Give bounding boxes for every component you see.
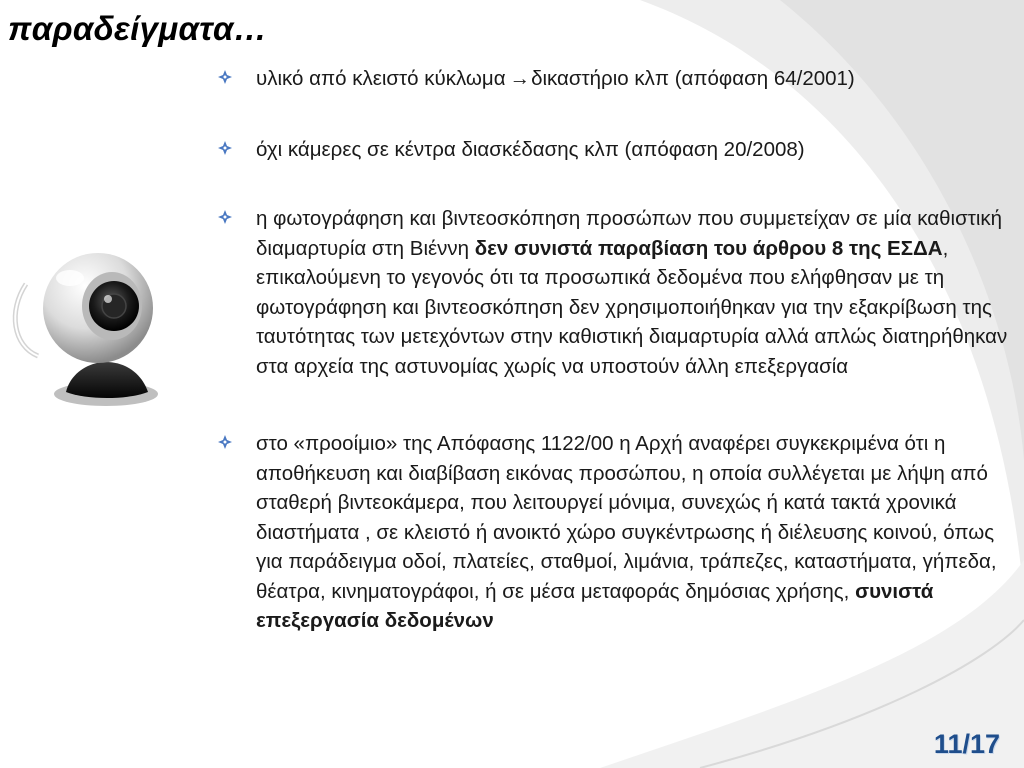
bullet-text-bold: συνιστά επεξεργασία δεδομένων bbox=[256, 579, 934, 632]
bullet-text: , επικαλούμενη το γεγονός ότι τα προσωπικά δεδομένα που ελήφθησαν με τη φωτογράφηση και βιντεοσκόπηση δεν χρησιμοποιήθηκαν για την εξακρίβωση της ταυτότητας των μετεχόντων στην καθιστική διαμαρτυρία αλλά απλώς διατηρήθηκαν στα αρχεία της αστυνομίας χωρίς να υποστούν άλλη επεξεργασία bbox=[256, 236, 1008, 378]
list-item bbox=[218, 204, 1014, 381]
list-item bbox=[218, 135, 1014, 165]
bullet-text: η φωτογράφηση και βιντεοσκόπηση προσώπων που συμμετείχαν σε μία καθιστική διαμαρτυρία στη Βιέννη bbox=[256, 207, 1003, 260]
bullet-text: όχι κάμερες σε κέντρα διασκέδασης κλπ (απόφαση 20/2008) bbox=[256, 137, 805, 161]
bullet-text: στο «προοίμιο» της Απόφασης 1122/00 η Αρχή αναφέρει συγκεκριμένα ότι η αποθήκευση και διαβίβαση εικόνας προσώπου, η οποία συλλέγεται με λήψη από σταθερή βιντεοκάμερα, που λειτουργεί μόνιμα, συνεχώς ή κατά τακτά χρονικά διαστήματα , σε κλειστό ή ανοικτό χώρο συγκέντρωσης ή διέλευσης κοινού, όπως για παράδειγμα οδοί, πλατείες, σταθμοί, λιμάνια, τράπεζες, καταστήματα, γήπεδα, θέατρα, κινηματογράφοι, ή σε μέσα μεταφοράς δημόσιας χρήσης, bbox=[256, 432, 997, 603]
list-item bbox=[218, 64, 1014, 94]
slide-title: παραδείγματα… bbox=[8, 10, 268, 47]
diamond-bullet-icon bbox=[218, 141, 232, 155]
diamond-bullet-icon bbox=[218, 435, 232, 449]
bullet-list bbox=[218, 64, 1014, 636]
bullet-text-bold: δεν συνιστά παραβίαση του άρθρου 8 της ΕΣΔΑ bbox=[474, 236, 943, 260]
arrow-icon: → bbox=[509, 67, 531, 90]
diamond-bullet-icon bbox=[218, 70, 232, 84]
bullet-text: δικαστήριο κλπ (απόφαση 64/2001) bbox=[531, 67, 855, 90]
bullet-text: υλικό από κλειστό κύκλωμα bbox=[256, 67, 506, 90]
list-item bbox=[218, 429, 1014, 636]
diamond-bullet-icon bbox=[218, 210, 232, 224]
page-number: 11/17 bbox=[933, 729, 1000, 759]
webcam-icon bbox=[8, 236, 188, 416]
